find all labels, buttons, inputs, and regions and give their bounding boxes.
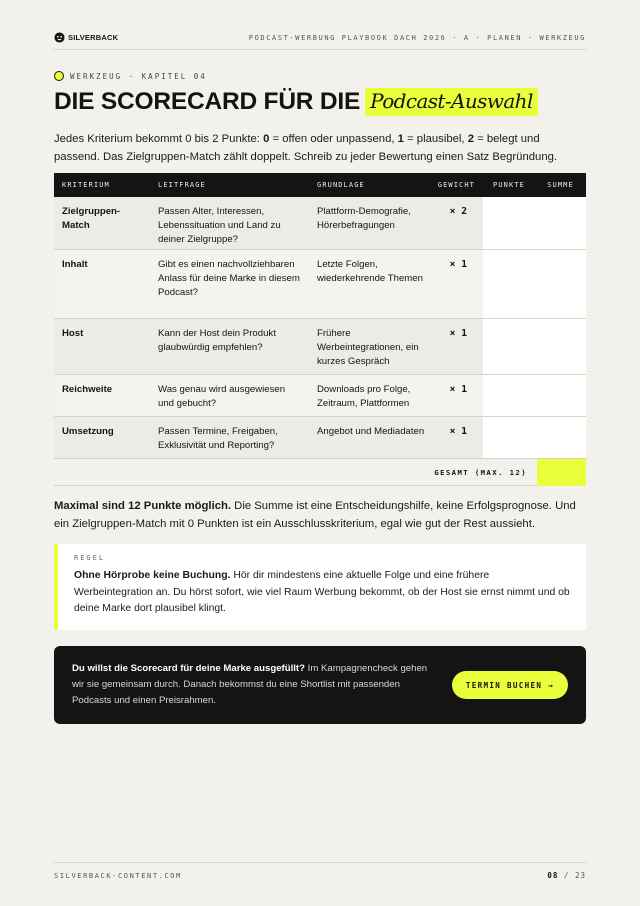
cell-leitfrage: Gibt es einen nachvollziehbaren Anlass für deine Marke in diesem Podcast? [150,250,309,318]
cell-summe-input[interactable] [535,250,586,318]
rule-text [74,568,570,618]
rule-label: REGEL [74,554,106,562]
header-grundlage: GRUNDLAGE [317,181,365,189]
table-row [54,375,586,417]
intro-paragraph [54,131,586,166]
table-row [54,319,586,375]
total-label: GESAMT (MAX. 12) [434,467,527,477]
website-link[interactable]: SILVERBACK-CONTENT.COM [54,871,182,880]
gorilla-logo-icon [54,32,65,43]
rule-bold: Ohne Hörprobe keine Buchung. [74,570,231,581]
cell-grundlage: Angebot und Mediadaten [309,417,437,458]
table-row [54,417,586,459]
cta-text [72,661,440,709]
page-separator: / [558,871,575,880]
cell-punkte-input[interactable] [483,417,535,458]
intro-text: = belegt und passend. Das Zielgruppen-Match zählt doppelt. Schreib zu jeder Bewertung einen Satz Begründung. [54,133,558,163]
page-header [54,26,586,50]
cell-grundlage: Letzte Folgen, wiederkehrende Themen [309,250,437,318]
rule-callout [54,544,586,630]
cell-gewicht: × 1 [437,250,483,318]
kicker-text: WERKZEUG · KAPITEL 04 [70,71,207,81]
total-input[interactable] [537,459,586,486]
table-header [54,173,586,197]
cell-grundlage: Frühere Werbeintegrationen, ein kurzes Gespräch [309,319,437,374]
cell-leitfrage: Passen Alter, Interessen, Lebenssituation und Land zu deiner Zielgruppe? [150,197,309,249]
cell-gewicht: × 1 [437,417,483,458]
cell-summe-input[interactable] [535,319,586,374]
score-key: 1 [397,133,404,145]
header-punkte: PUNKTE [493,181,525,189]
cell-kriterium: Zielgruppen-Match [54,197,150,249]
current-page: 08 [547,871,559,880]
book-appointment-button[interactable]: TERMIN BUCHEN → [452,671,568,699]
cell-gewicht: × 1 [437,375,483,416]
cell-punkte-input[interactable] [483,197,535,249]
note-text: Die Summe ist eine Entscheidungshilfe, keine Erfolgsprognose. Und ein Zielgruppen-Match mit 0 Punkten ist ein Ausschlusskriterium, egal wie gut der Rest aussieht. [54,500,576,530]
cta-body: Im Kampagnencheck gehen wir sie gemeinsam durch. Danach bekommst du eine Shortlist mit passenden Podcasts und einen Preisrahmen. [72,663,428,706]
title-main: DIE SCORECARD FÜR DIE [54,87,361,115]
cell-summe-input[interactable] [535,197,586,249]
table-row [54,197,586,250]
page-number [547,871,586,880]
intro-text: = offen oder unpassend, [269,133,398,145]
table-row [54,250,586,319]
rule-body: Hör dir mindestens eine aktuelle Folge und eine frühere Werbeintegration an. Du hörst sofort, wie viel Raum Werbung bekommt, ob der Host sie ernst nimmt und ob deine Marke dort plausibel klingt. [74,570,570,614]
intro-text: = plausibel, [403,133,468,145]
cell-punkte-input[interactable] [483,250,535,318]
chapter-kicker [54,71,207,81]
header-kriterium: KRITERIUM [62,181,110,189]
header-leitfrage: LEITFRAGE [158,181,206,189]
cell-grundlage: Downloads pro Folge, Zeitraum, Plattformen [309,375,437,416]
running-head: PODCAST-WERBUNG PLAYBOOK DACH 2026 · A · PLANEN · WERKZEUG [248,33,586,42]
cell-gewicht: × 1 [437,319,483,374]
scorecard-table [54,173,586,486]
note-bold: Maximal sind 12 Punkte möglich. [54,500,232,512]
header-summe: SUMME [547,181,574,189]
note-paragraph [54,498,586,533]
score-key: 0 [263,133,270,145]
bullet-dot-icon [54,71,64,81]
total-pages: 23 [574,871,586,880]
cell-gewicht: × 2 [437,197,483,249]
brand-logo [54,32,118,43]
cell-kriterium: Reichweite [54,375,150,416]
cell-punkte-input[interactable] [483,319,535,374]
title-highlight: Podcast-Auswahl [365,88,538,116]
cell-punkte-input[interactable] [483,375,535,416]
page-title [54,88,538,116]
page-footer [54,862,586,884]
cell-leitfrage: Passen Termine, Freigaben, Exklusivität und Reporting? [150,417,309,458]
cta-bold: Du willst die Scorecard für deine Marke ausgefüllt? [72,663,305,674]
total-row [54,459,586,486]
cta-banner [54,646,586,724]
cell-kriterium: Umsetzung [54,417,150,458]
score-key: 2 [467,133,474,145]
cell-leitfrage: Kann der Host dein Produkt glaubwürdig empfehlen? [150,319,309,374]
cell-leitfrage: Was genau wird ausgewiesen und gebucht? [150,375,309,416]
brand-name: SILVERBACK [68,33,119,42]
table-body [54,197,586,459]
cell-summe-input[interactable] [535,375,586,416]
intro-text: Jedes Kriterium bekommt 0 bis 2 Punkte: [54,133,264,145]
cell-kriterium: Inhalt [54,250,150,318]
cell-kriterium: Host [54,319,150,374]
header-gewicht: GEWICHT [437,181,475,189]
cell-summe-input[interactable] [535,417,586,458]
cell-grundlage: Plattform-Demografie, Hörerbefragungen [309,197,437,249]
